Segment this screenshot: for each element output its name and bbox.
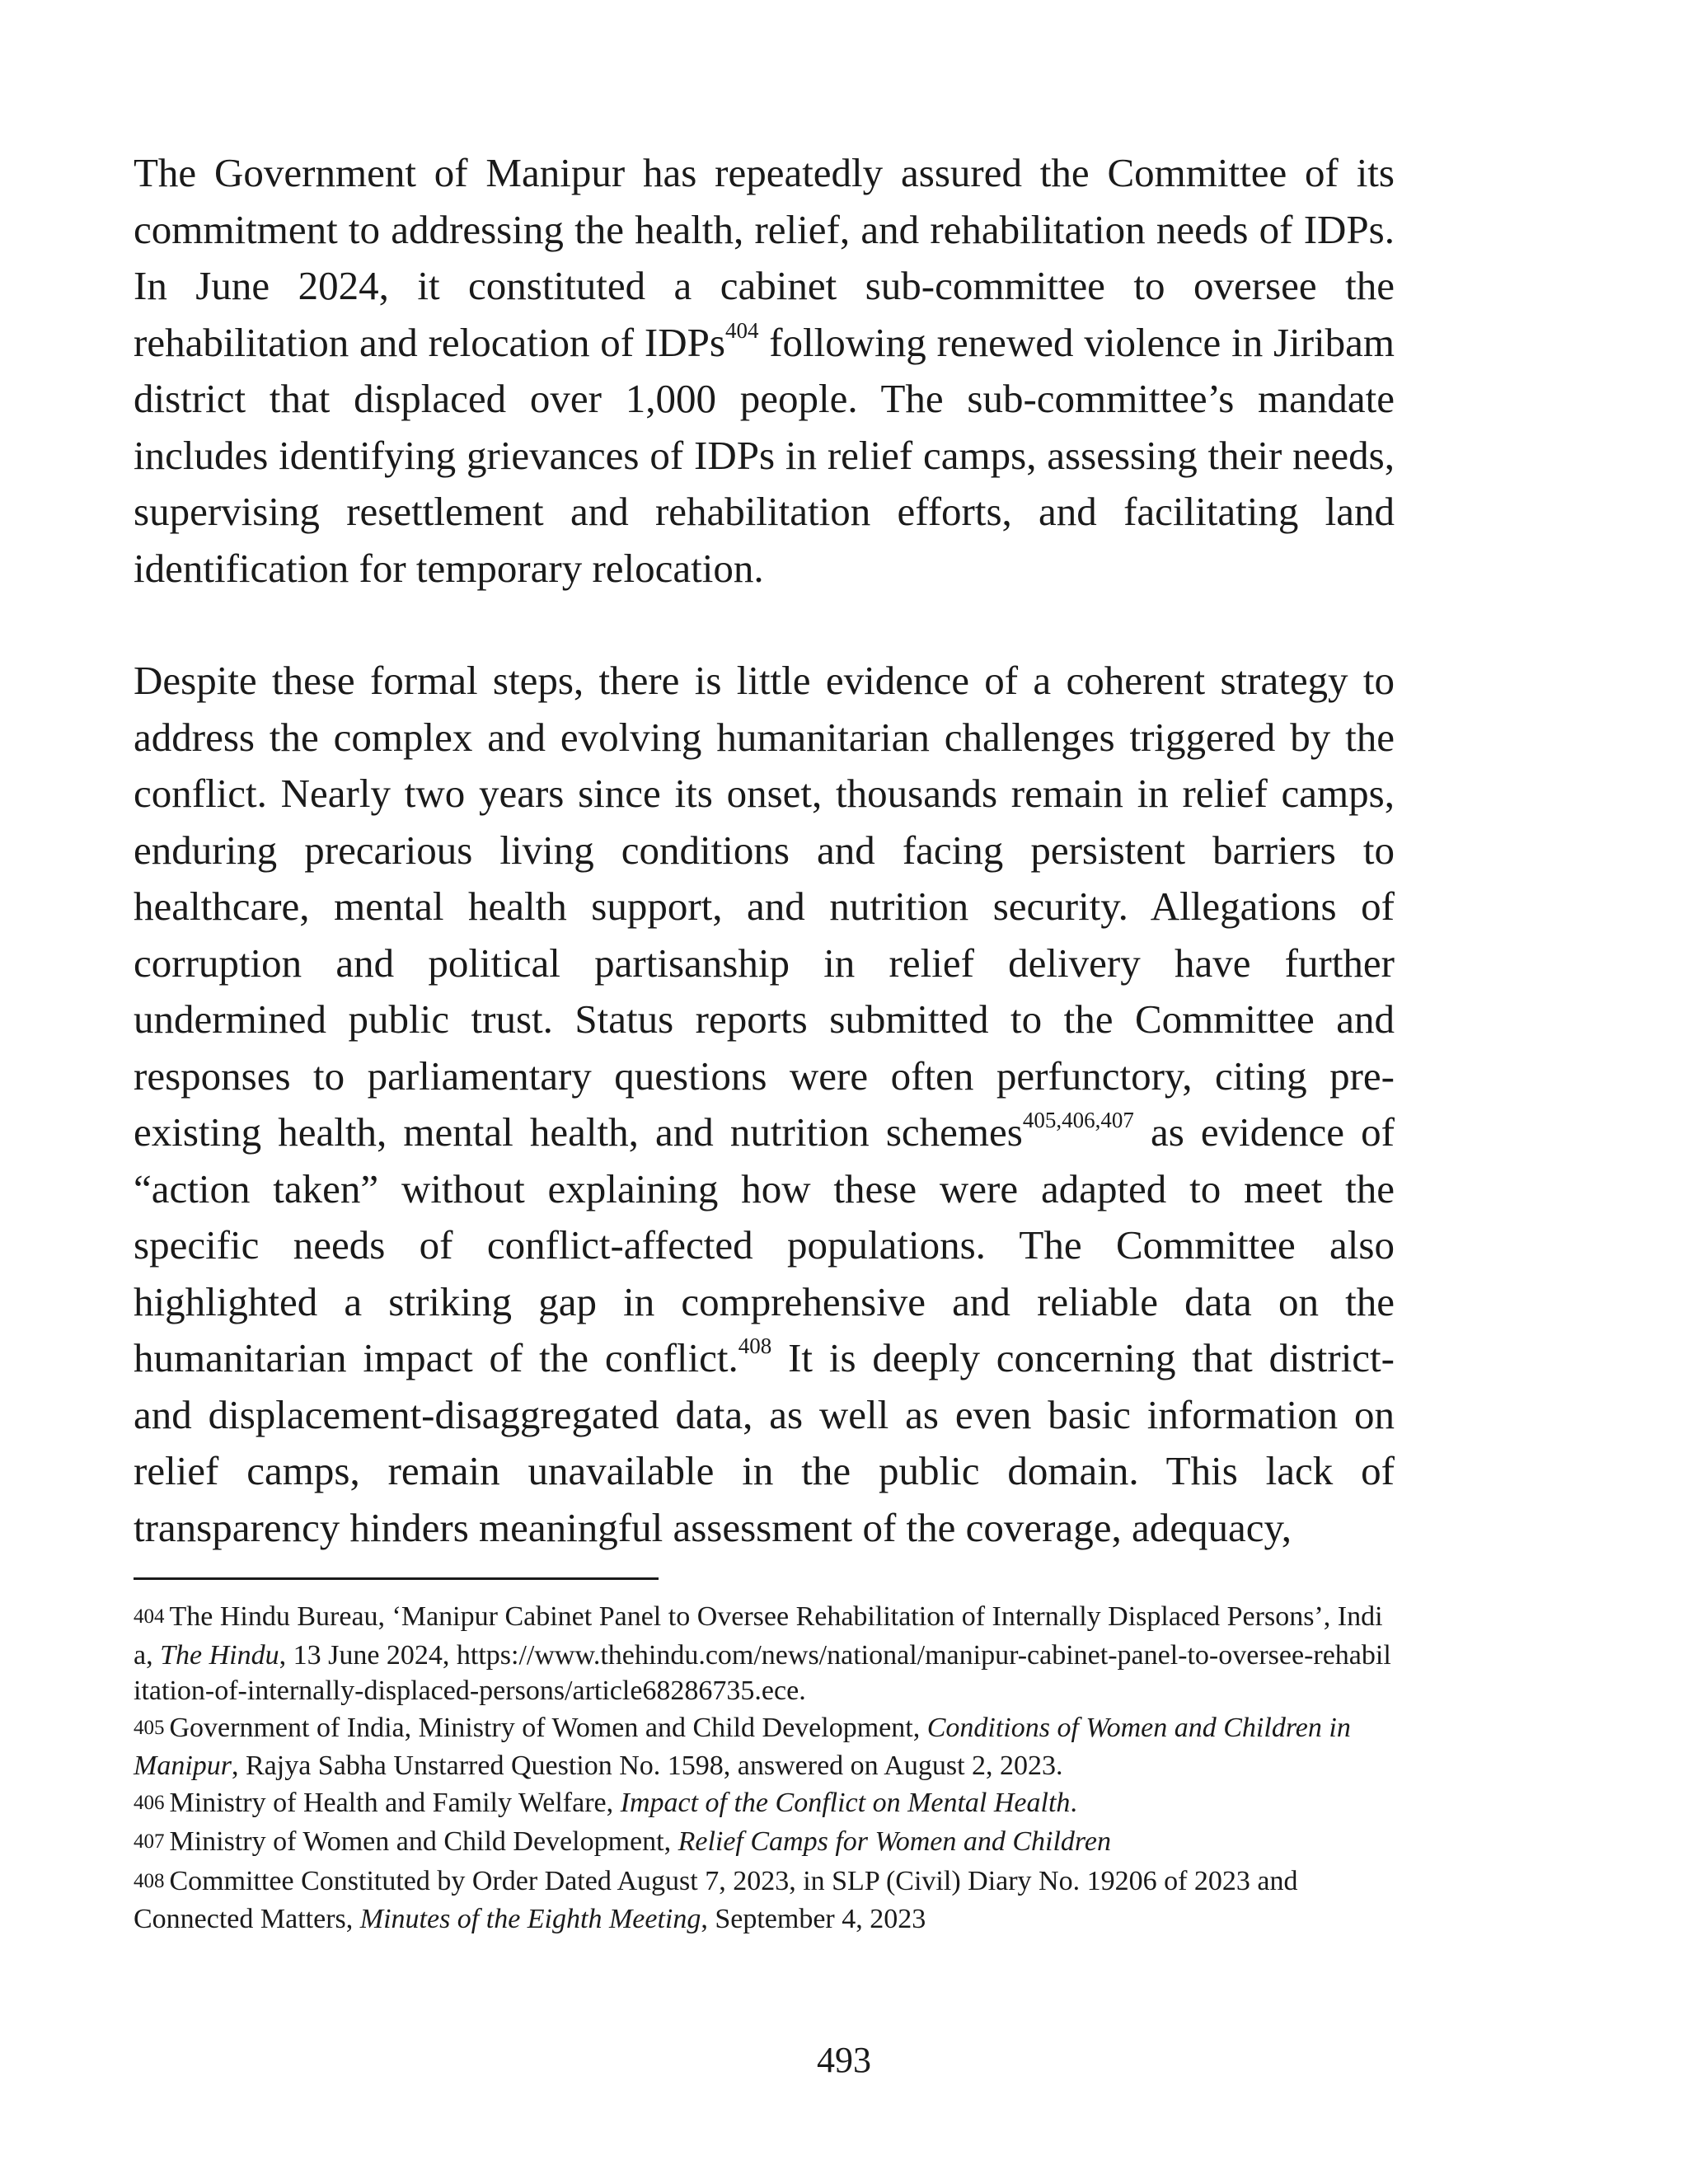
footnote-source-title: Relief Camps for Women and Children [678, 1826, 1111, 1857]
footnote-405 [134, 1710, 1395, 1784]
footnote-404 [134, 1599, 1395, 1709]
paragraph-text: as evidence of “action taken” without explaining how these were adapted to meet the specific needs of conflict-affected populations. The Committee also highlighted a striking gap in comprehensive and reliable data on the humanitarian impact of the conflict. [134, 1109, 1395, 1380]
footnote-number: 406 [134, 1791, 165, 1814]
footnote-source-title: Minutes of the Eighth Meeting [359, 1904, 701, 1934]
footnote-text: Ministry of Women and Child Development, [169, 1826, 678, 1857]
paragraph-text: The Government of Manipur has repeatedly assured the Committee of its commitment to addressing the health, relief, and rehabilitation needs of IDPs. In June 2024, it constituted a cabinet sub-committee to oversee the rehabilitation and relocation of IDPs [134, 150, 1395, 365]
footnote-source-title: Conditions of Women and Children in Manipur [134, 1712, 1351, 1781]
footnote-reference-405-407[interactable]: 405,406,407 [1022, 1108, 1134, 1132]
paragraph-text: It is deeply concerning that district- and displacement-disaggregated data, as well as even basic information on relief camps, remain unavailable in the public domain. This lack of transparency hinders meaningful assessment of the coverage, adequacy, [134, 1335, 1395, 1550]
footnote-number: 405 [134, 1716, 165, 1739]
footnote-text: The Hindu Bureau, ‘Manipur Cabinet Panel to Oversee Rehabilitation of Internally Displaced Persons’, India, [134, 1601, 1383, 1671]
footnote-text[interactable]: , 13 June 2024, https://www.thehindu.com/news/national/manipur-cabinet-panel-to-oversee-rehabilitation-of-internally-displaced-persons/article68286735.ece. [134, 1639, 1391, 1706]
footnote-reference-408[interactable]: 408 [738, 1333, 772, 1358]
footnote-number: 407 [134, 1830, 165, 1853]
footnote-407 [134, 1824, 1395, 1863]
footnote-text: Government of India, Ministry of Women and Child Development, [169, 1712, 927, 1743]
footnote-text: Ministry of Health and Family Welfare, [169, 1787, 621, 1818]
body-paragraph-1 [134, 145, 1395, 597]
footnote-source-title: The Hindu [160, 1639, 279, 1671]
footnote-408 [134, 1863, 1395, 1938]
footnote-reference-404[interactable]: 404 [724, 317, 759, 343]
footnote-separator [134, 1577, 659, 1580]
footnote-source-title: Impact of the Conflict on Mental Health [620, 1787, 1071, 1818]
footnote-text: Committee Constituted by Order Dated August 7, 2023, in SLP (Civil) Diary No. 19206 of 2023 and Connected Matters, [134, 1865, 1298, 1934]
body-paragraph-2 [134, 653, 1395, 1556]
paragraph-text: Despite these formal steps, there is little evidence of a coherent strategy to address the complex and evolving humanitarian challenges triggered by the conflict. Nearly two years since its onset, thousands remain in relief camps, enduring precarious living conditions and facing persistent barriers to healthcare, mental health support, and nutrition security. Allegations of corruption and political partisanship in relief delivery have further undermined public trust. Status reports submitted to the Committee and responses to parliamentary questions were often perfunctory, citing pre-existing health, mental health, and nutrition schemes [134, 658, 1395, 1155]
footnote-number: 404 [134, 1605, 165, 1628]
footnote-406 [134, 1785, 1395, 1824]
page-number: 493 [817, 2040, 871, 2080]
footnote-number: 408 [134, 1869, 165, 1892]
footnote-text: . [1070, 1787, 1077, 1818]
paragraph-text: following renewed violence in Jiribam district that displaced over 1,000 people. The sub-committee’s mandate includes identifying grievances of IDPs in relief camps, assessing their needs, supervising resettlement and rehabilitation efforts, and facilitating land identification for temporary relocation. [134, 319, 1395, 591]
footnotes-section [134, 1599, 1395, 1938]
footnote-text: , Rajya Sabha Unstarred Question No. 1598, answered on August 2, 2023. [232, 1750, 1063, 1781]
footnote-text: , September 4, 2023 [701, 1904, 926, 1934]
